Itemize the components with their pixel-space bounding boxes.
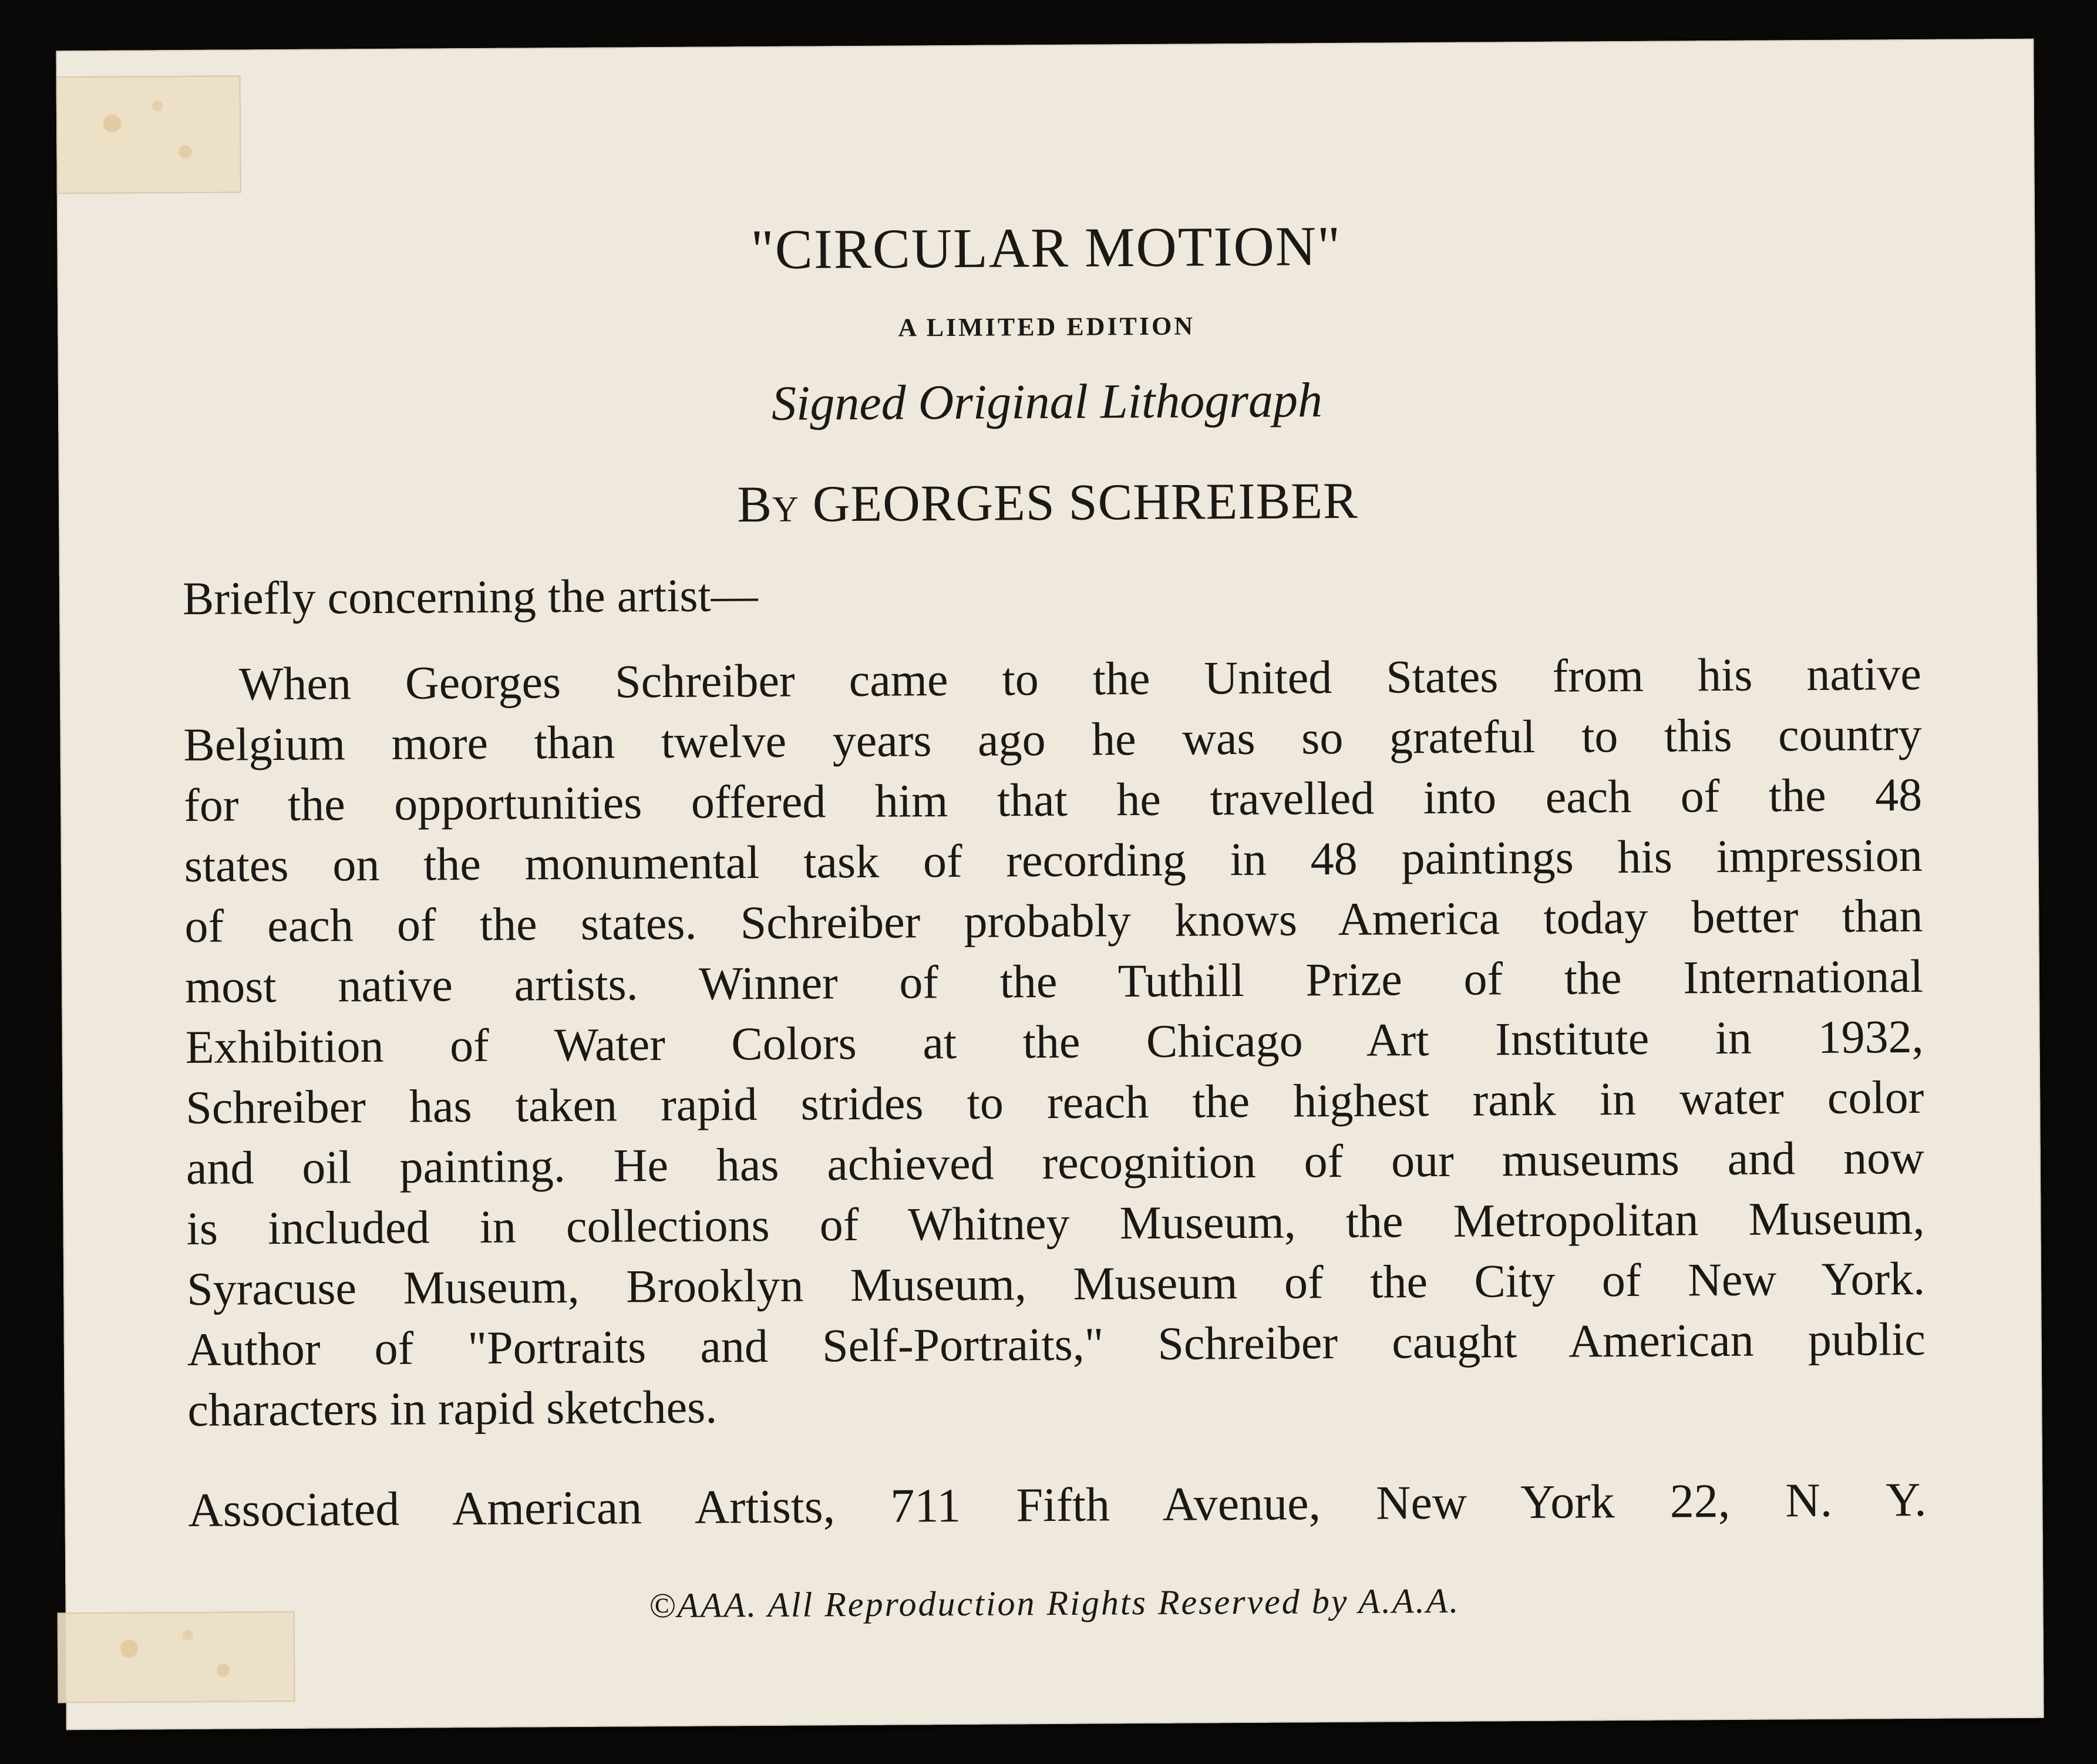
biography-line: is included in collections of Whitney Museum, the Metropolitan Museum, — [186, 1192, 1925, 1255]
biography-line: Author of "Portraits and Self-Portraits," Schreiber caught American public — [187, 1313, 1926, 1376]
biography-line: states on the monumental task of recording in 48 paintings his impression — [184, 829, 1923, 893]
biography-line: Belgium more than twelve years ago he was so grateful to this country — [183, 708, 1922, 772]
intro-heading: Briefly concerning the artist— — [182, 570, 758, 625]
publisher-address: Associated American Artists, 711 Fifth Avenue, New York 22, N. Y. — [188, 1472, 1927, 1537]
biography-line: When Georges Schreiber came to the United States from his native — [238, 648, 1922, 711]
artwork-subtitle: Signed Original Lithograph — [771, 373, 1323, 431]
biography-line: Schreiber has taken rapid strides to reach the highest rank in water color — [186, 1071, 1924, 1134]
lithograph-info-card — [56, 39, 2044, 1731]
copyright-notice: ©AAA. All Reproduction Rights Reserved by A.A.A. — [648, 1581, 1460, 1625]
biography-line: characters in rapid sketches. — [187, 1381, 718, 1436]
biography-line: of each of the states. Schreiber probably knows America today better than — [184, 890, 1923, 953]
by-label: By — [737, 476, 800, 534]
artist-line — [59, 467, 2037, 539]
biography-line: and oil painting. He has achieved recognition of our museums and now — [186, 1132, 1925, 1194]
edition-label: A LIMITED EDITION — [898, 311, 1196, 342]
biography-line: Exhibition of Water Colors at the Chicago Art Institute in 1932, — [185, 1011, 1924, 1073]
artist-biography — [183, 644, 1926, 1441]
biography-line: most native artists. Winner of the Tuthill Prize of the International — [184, 950, 1924, 1014]
biography-line: Syracuse Museum, Brooklyn Museum, Museum of the City of New York. — [186, 1253, 1926, 1315]
artwork-title: "CIRCULAR MOTION" — [750, 214, 1342, 281]
artist-name: GEORGES SCHREIBER — [812, 472, 1359, 533]
tape-strip-top — [56, 75, 241, 194]
biography-line: for the opportunities offered him that he travelled into each of the 48 — [183, 769, 1923, 832]
